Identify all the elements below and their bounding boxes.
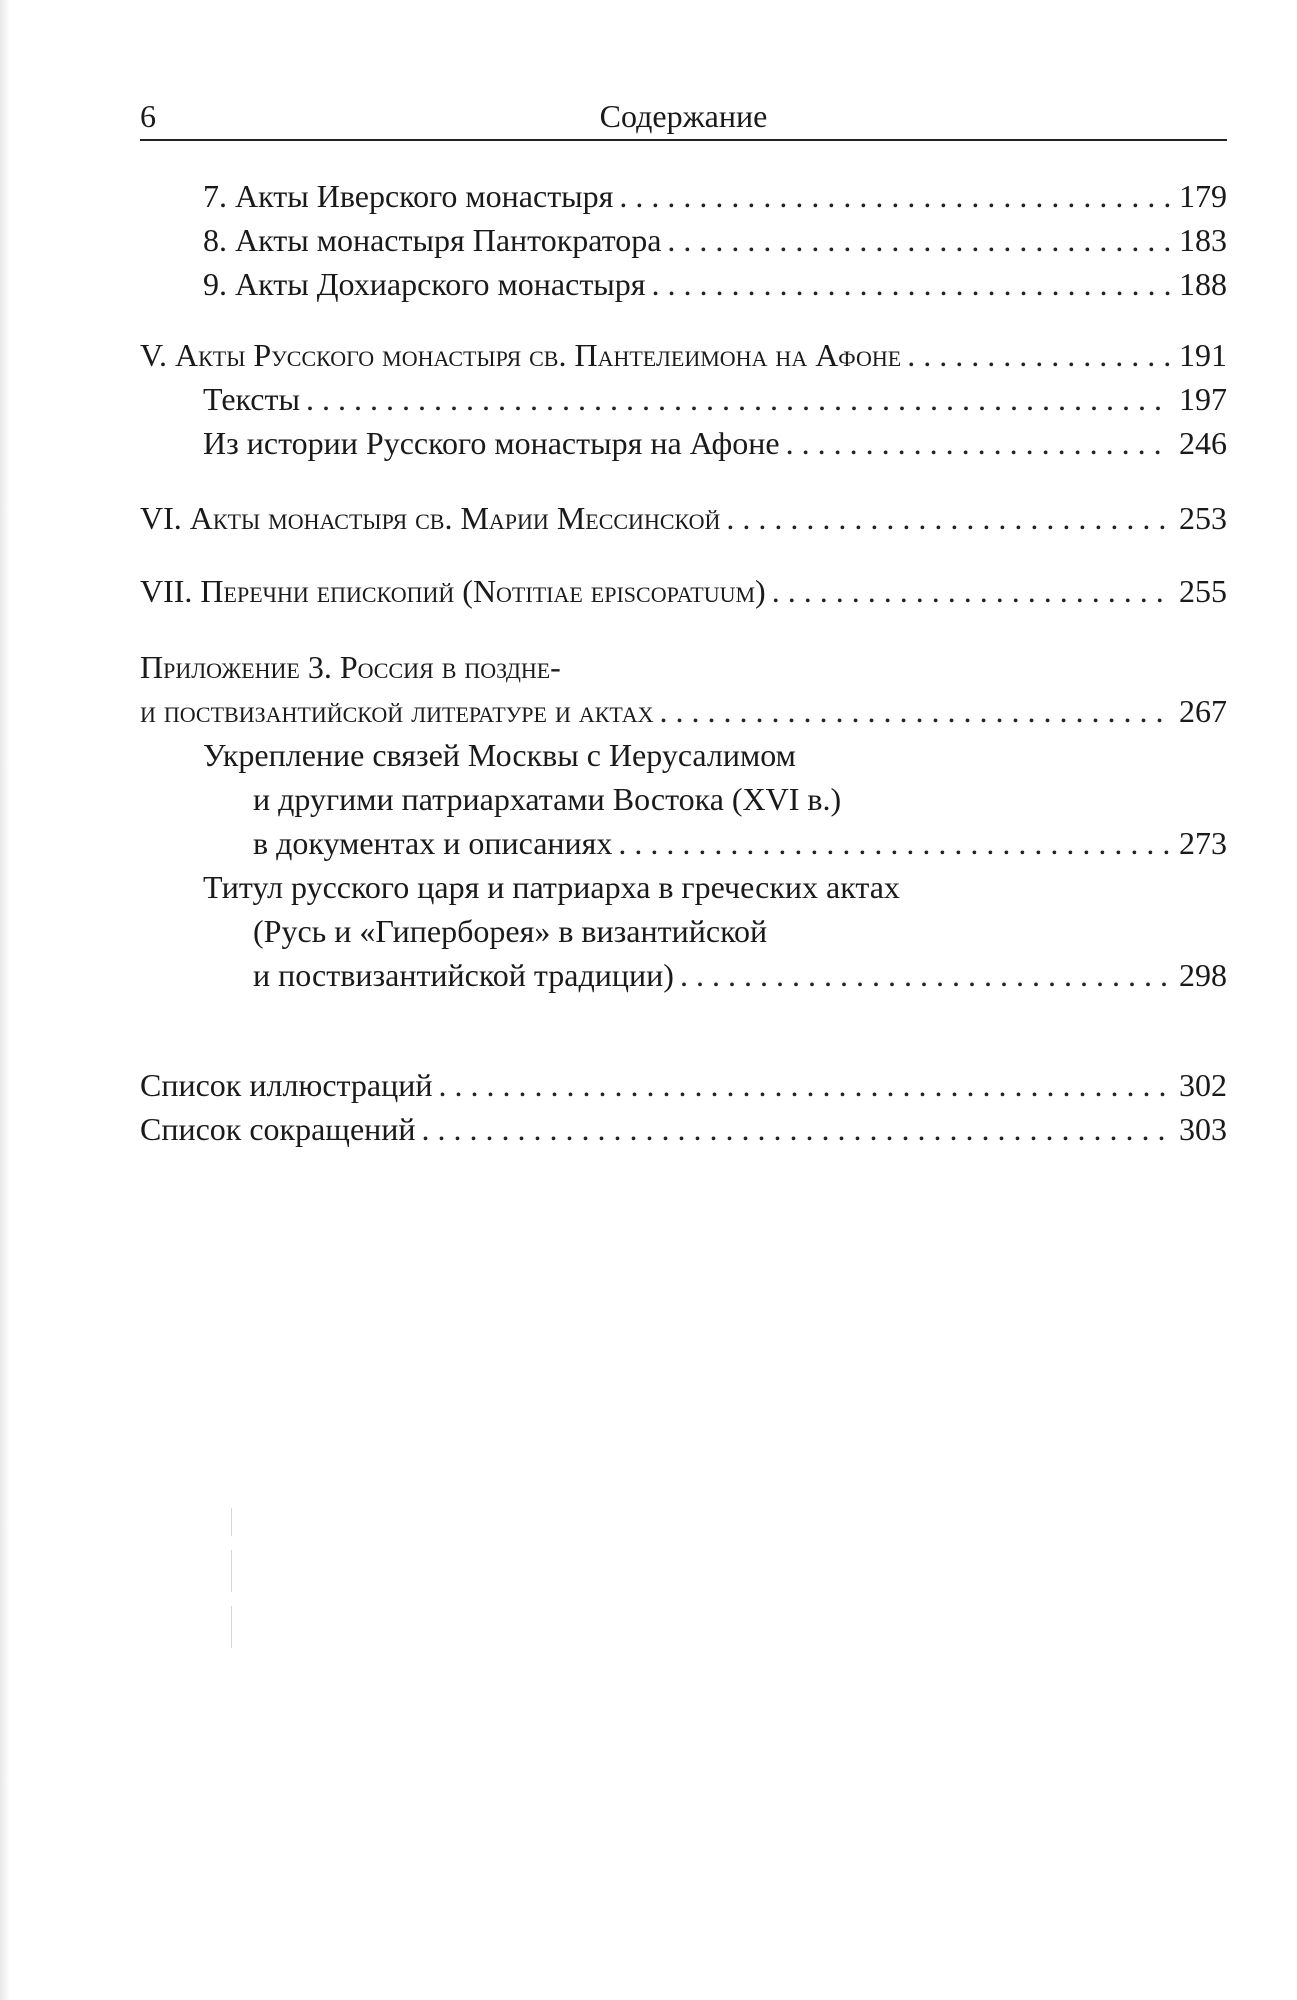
toc-entry-title: в документах и описаниях: [253, 825, 613, 861]
running-title: Содержание: [599, 98, 768, 134]
toc-section-entry[interactable]: [140, 569, 1227, 613]
page-header: [140, 96, 1227, 140]
toc-entry-title: VII. Перечни епископий (Notitiae episcopatuum): [140, 573, 766, 609]
toc-section-entry[interactable]: [140, 496, 1227, 540]
toc-entry-title: VI. Акты монастыря св. Марии Мессинской: [140, 500, 721, 536]
toc-leader-dots: [772, 569, 1171, 613]
toc-entry-page: 253: [1179, 500, 1227, 536]
toc-entry[interactable]: [203, 174, 1227, 218]
toc-entry-title: Из истории Русского монастыря на Афоне: [203, 425, 780, 461]
toc-leader-dots: [422, 1107, 1171, 1151]
toc-entry-page: 188: [1179, 266, 1227, 302]
toc-entry[interactable]: [253, 953, 1227, 997]
toc-leader-dots: [680, 953, 1171, 997]
page-number: 6: [140, 98, 156, 134]
toc-entry-title: 9. Акты Дохиарского монастыря: [203, 266, 646, 302]
toc-entry-page: 255: [1179, 573, 1227, 609]
toc-entry-title: 8. Акты монастыря Пантократора: [203, 222, 662, 258]
toc-entry-title: и поствизантийской литературе и актах: [140, 693, 654, 729]
toc-entry-page: 267: [1179, 693, 1227, 729]
toc-entry-page: 179: [1179, 178, 1227, 214]
toc-entry[interactable]: [203, 421, 1227, 465]
toc-leader-dots: [667, 218, 1171, 262]
toc-leader-dots: [652, 262, 1171, 306]
toc-entry-title-line: Приложение 3. Россия в поздне-: [140, 649, 561, 685]
page-edge-shadow: [0, 0, 10, 2000]
toc-entry[interactable]: [140, 1107, 1227, 1151]
toc-leader-dots: [618, 821, 1171, 865]
toc-leader-dots: [306, 377, 1171, 421]
toc-entry-page: 302: [1179, 1067, 1227, 1103]
toc-entry[interactable]: [203, 377, 1227, 421]
toc-entry-title: и поствизантийской традиции): [253, 957, 674, 993]
toc-entry-title: 7. Акты Иверского монастыря: [203, 178, 614, 214]
toc-entry[interactable]: [253, 821, 1227, 865]
toc-entry-title-line: Укрепление связей Москвы с Иерусалимом: [203, 737, 796, 773]
toc-entry-title: Список сокращений: [140, 1111, 416, 1147]
toc-leader-dots: [619, 174, 1171, 218]
toc-leader-dots: [726, 496, 1171, 540]
toc-entry-page: 298: [1179, 957, 1227, 993]
toc-leader-dots: [786, 421, 1171, 465]
toc-entry[interactable]: [203, 218, 1227, 262]
toc-section-entry[interactable]: [140, 689, 1227, 733]
toc-entry-title-line: и другими патриархатами Востока (XVI в.): [253, 781, 842, 817]
toc-entry-page: 183: [1179, 222, 1227, 258]
toc-entry-title-line: (Русь и «Гиперборея» в византийской: [253, 913, 768, 949]
toc-entry-page: 191: [1179, 337, 1227, 373]
toc-leader-dots: [438, 1063, 1171, 1107]
toc-entry[interactable]: [203, 262, 1227, 306]
toc-entry-title-line: Титул русского царя и патриарха в греческих актах: [203, 869, 900, 905]
toc-leader-dots: [907, 333, 1171, 377]
toc-entry-page: 246: [1179, 425, 1227, 461]
toc-entry-title: Тексты: [203, 381, 300, 417]
toc-entry-title: Список иллюстраций: [140, 1067, 433, 1103]
scan-artifact-mark: [231, 1508, 232, 1648]
toc-entry-title: V. Акты Русского монастыря св. Пантелеимона на Афоне: [140, 337, 902, 373]
toc-entry-page: 303: [1179, 1111, 1227, 1147]
toc-entry-page: 197: [1179, 381, 1227, 417]
toc-leader-dots: [660, 689, 1171, 733]
toc-entry[interactable]: [140, 1063, 1227, 1107]
toc-entry-page: 273: [1179, 825, 1227, 861]
header-rule: [140, 139, 1227, 141]
toc-section-entry[interactable]: [140, 333, 1227, 377]
